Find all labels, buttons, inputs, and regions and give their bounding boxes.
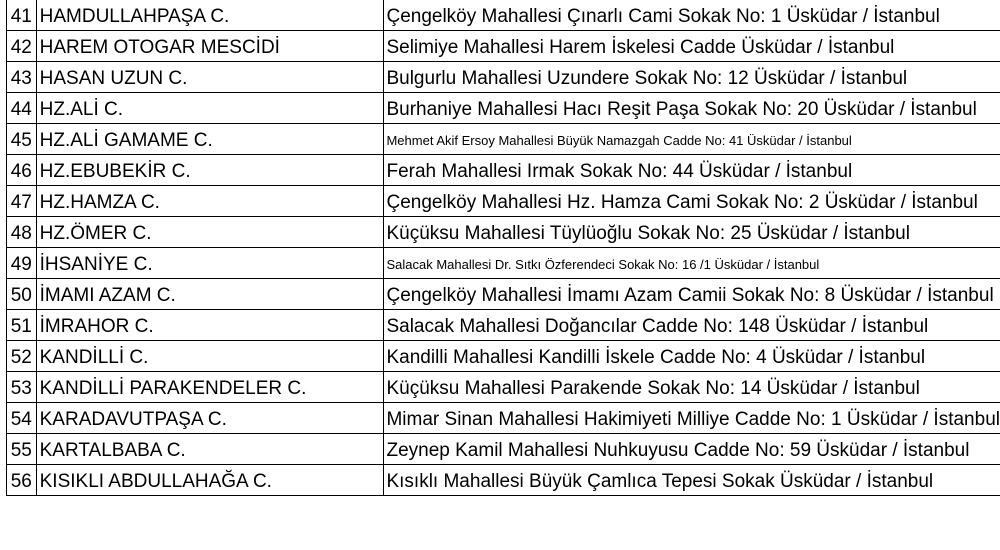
row-number-cell[interactable]: 54 xyxy=(7,403,37,434)
mosque-name-cell[interactable]: HZ.HAMZA C. xyxy=(36,186,384,217)
mosque-name-cell[interactable]: HZ.ALİ C. xyxy=(36,93,384,124)
address-cell[interactable]: Küçüksu Mahallesi Parakende Sokak No: 14 Üsküdar / İstanbul xyxy=(384,372,1000,403)
mosque-name-cell[interactable]: KISIKLI ABDULLAHAĞA C. xyxy=(36,465,384,496)
row-number-cell[interactable]: 50 xyxy=(7,279,37,310)
address-cell[interactable]: Çengelköy Mahallesi Çınarlı Cami Sokak No: 1 Üsküdar / İstanbul xyxy=(384,0,1000,31)
row-number-cell[interactable]: 56 xyxy=(7,465,37,496)
row-number-cell[interactable]: 42 xyxy=(7,31,37,62)
mosque-name-cell[interactable]: İMAMI AZAM C. xyxy=(36,279,384,310)
table-row xyxy=(7,465,1000,496)
row-number-cell[interactable]: 52 xyxy=(7,341,37,372)
table-body xyxy=(7,0,1000,496)
mosque-name-cell[interactable]: KARADAVUTPAŞA C. xyxy=(36,403,384,434)
address-cell[interactable]: Zeynep Kamil Mahallesi Nuhkuyusu Cadde No: 59 Üsküdar / İstanbul xyxy=(384,434,1000,465)
row-number-cell[interactable]: 49 xyxy=(7,248,37,279)
mosque-name-cell[interactable]: İMRAHOR C. xyxy=(36,310,384,341)
address-cell[interactable]: Kısıklı Mahallesi Büyük Çamlıca Tepesi Sokak Üsküdar / İstanbul xyxy=(384,465,1000,496)
mosque-name-cell[interactable]: HAMDULLAHPAŞA C. xyxy=(36,0,384,31)
row-number-cell[interactable]: 44 xyxy=(7,93,37,124)
mosque-name-cell[interactable]: KANDİLLİ C. xyxy=(36,341,384,372)
table-row xyxy=(7,93,1000,124)
address-cell[interactable]: Salacak Mahallesi Dr. Sıtkı Özferendeci Sokak No: 16 /1 Üsküdar / İstanbul xyxy=(384,248,1000,279)
address-cell[interactable]: Mehmet Akif Ersoy Mahallesi Büyük Namazgah Cadde No: 41 Üsküdar / İstanbul xyxy=(384,124,1000,155)
mosque-address-table xyxy=(6,0,1000,496)
address-cell[interactable]: Selimiye Mahallesi Harem İskelesi Cadde Üsküdar / İstanbul xyxy=(384,31,1000,62)
table-row xyxy=(7,124,1000,155)
table-row xyxy=(7,248,1000,279)
mosque-name-cell[interactable]: KARTALBABA C. xyxy=(36,434,384,465)
row-number-cell[interactable]: 53 xyxy=(7,372,37,403)
table-row xyxy=(7,217,1000,248)
mosque-name-cell[interactable]: İHSANİYE C. xyxy=(36,248,384,279)
row-number-cell[interactable]: 45 xyxy=(7,124,37,155)
row-number-cell[interactable]: 43 xyxy=(7,62,37,93)
address-cell[interactable]: Mimar Sinan Mahallesi Hakimiyeti Milliye Cadde No: 1 Üsküdar / İstanbul xyxy=(384,403,1000,434)
address-cell[interactable]: Burhaniye Mahallesi Hacı Reşit Paşa Sokak No: 20 Üsküdar / İstanbul xyxy=(384,93,1000,124)
mosque-name-cell[interactable]: HZ.ÖMER C. xyxy=(36,217,384,248)
row-number-cell[interactable]: 46 xyxy=(7,155,37,186)
table-row xyxy=(7,310,1000,341)
mosque-name-cell[interactable]: HZ.EBUBEKİR C. xyxy=(36,155,384,186)
mosque-name-cell[interactable]: HAREM OTOGAR MESCİDİ xyxy=(36,31,384,62)
row-number-cell[interactable]: 47 xyxy=(7,186,37,217)
mosque-name-cell[interactable]: KANDİLLİ PARAKENDELER C. xyxy=(36,372,384,403)
address-cell[interactable]: Ferah Mahallesi Irmak Sokak No: 44 Üsküdar / İstanbul xyxy=(384,155,1000,186)
table-row xyxy=(7,155,1000,186)
address-cell[interactable]: Çengelköy Mahallesi Hz. Hamza Cami Sokak No: 2 Üsküdar / İstanbul xyxy=(384,186,1000,217)
row-number-cell[interactable]: 51 xyxy=(7,310,37,341)
table-row xyxy=(7,186,1000,217)
address-cell[interactable]: Salacak Mahallesi Doğancılar Cadde No: 148 Üsküdar / İstanbul xyxy=(384,310,1000,341)
table-row xyxy=(7,372,1000,403)
spreadsheet-sheet xyxy=(6,0,1000,496)
mosque-name-cell[interactable]: HZ.ALİ GAMAME C. xyxy=(36,124,384,155)
table-row xyxy=(7,434,1000,465)
table-row xyxy=(7,62,1000,93)
table-row xyxy=(7,403,1000,434)
table-row xyxy=(7,279,1000,310)
row-number-cell[interactable]: 48 xyxy=(7,217,37,248)
row-number-cell[interactable]: 41 xyxy=(7,0,37,31)
table-row xyxy=(7,31,1000,62)
mosque-name-cell[interactable]: HASAN UZUN C. xyxy=(36,62,384,93)
table-row xyxy=(7,341,1000,372)
address-cell[interactable]: Çengelköy Mahallesi İmamı Azam Camii Sokak No: 8 Üsküdar / İstanbul xyxy=(384,279,1000,310)
address-cell[interactable]: Bulgurlu Mahallesi Uzundere Sokak No: 12 Üsküdar / İstanbul xyxy=(384,62,1000,93)
address-cell[interactable]: Küçüksu Mahallesi Tüylüoğlu Sokak No: 25 Üsküdar / İstanbul xyxy=(384,217,1000,248)
table-row xyxy=(7,0,1000,31)
address-cell[interactable]: Kandilli Mahallesi Kandilli İskele Cadde No: 4 Üsküdar / İstanbul xyxy=(384,341,1000,372)
row-number-cell[interactable]: 55 xyxy=(7,434,37,465)
